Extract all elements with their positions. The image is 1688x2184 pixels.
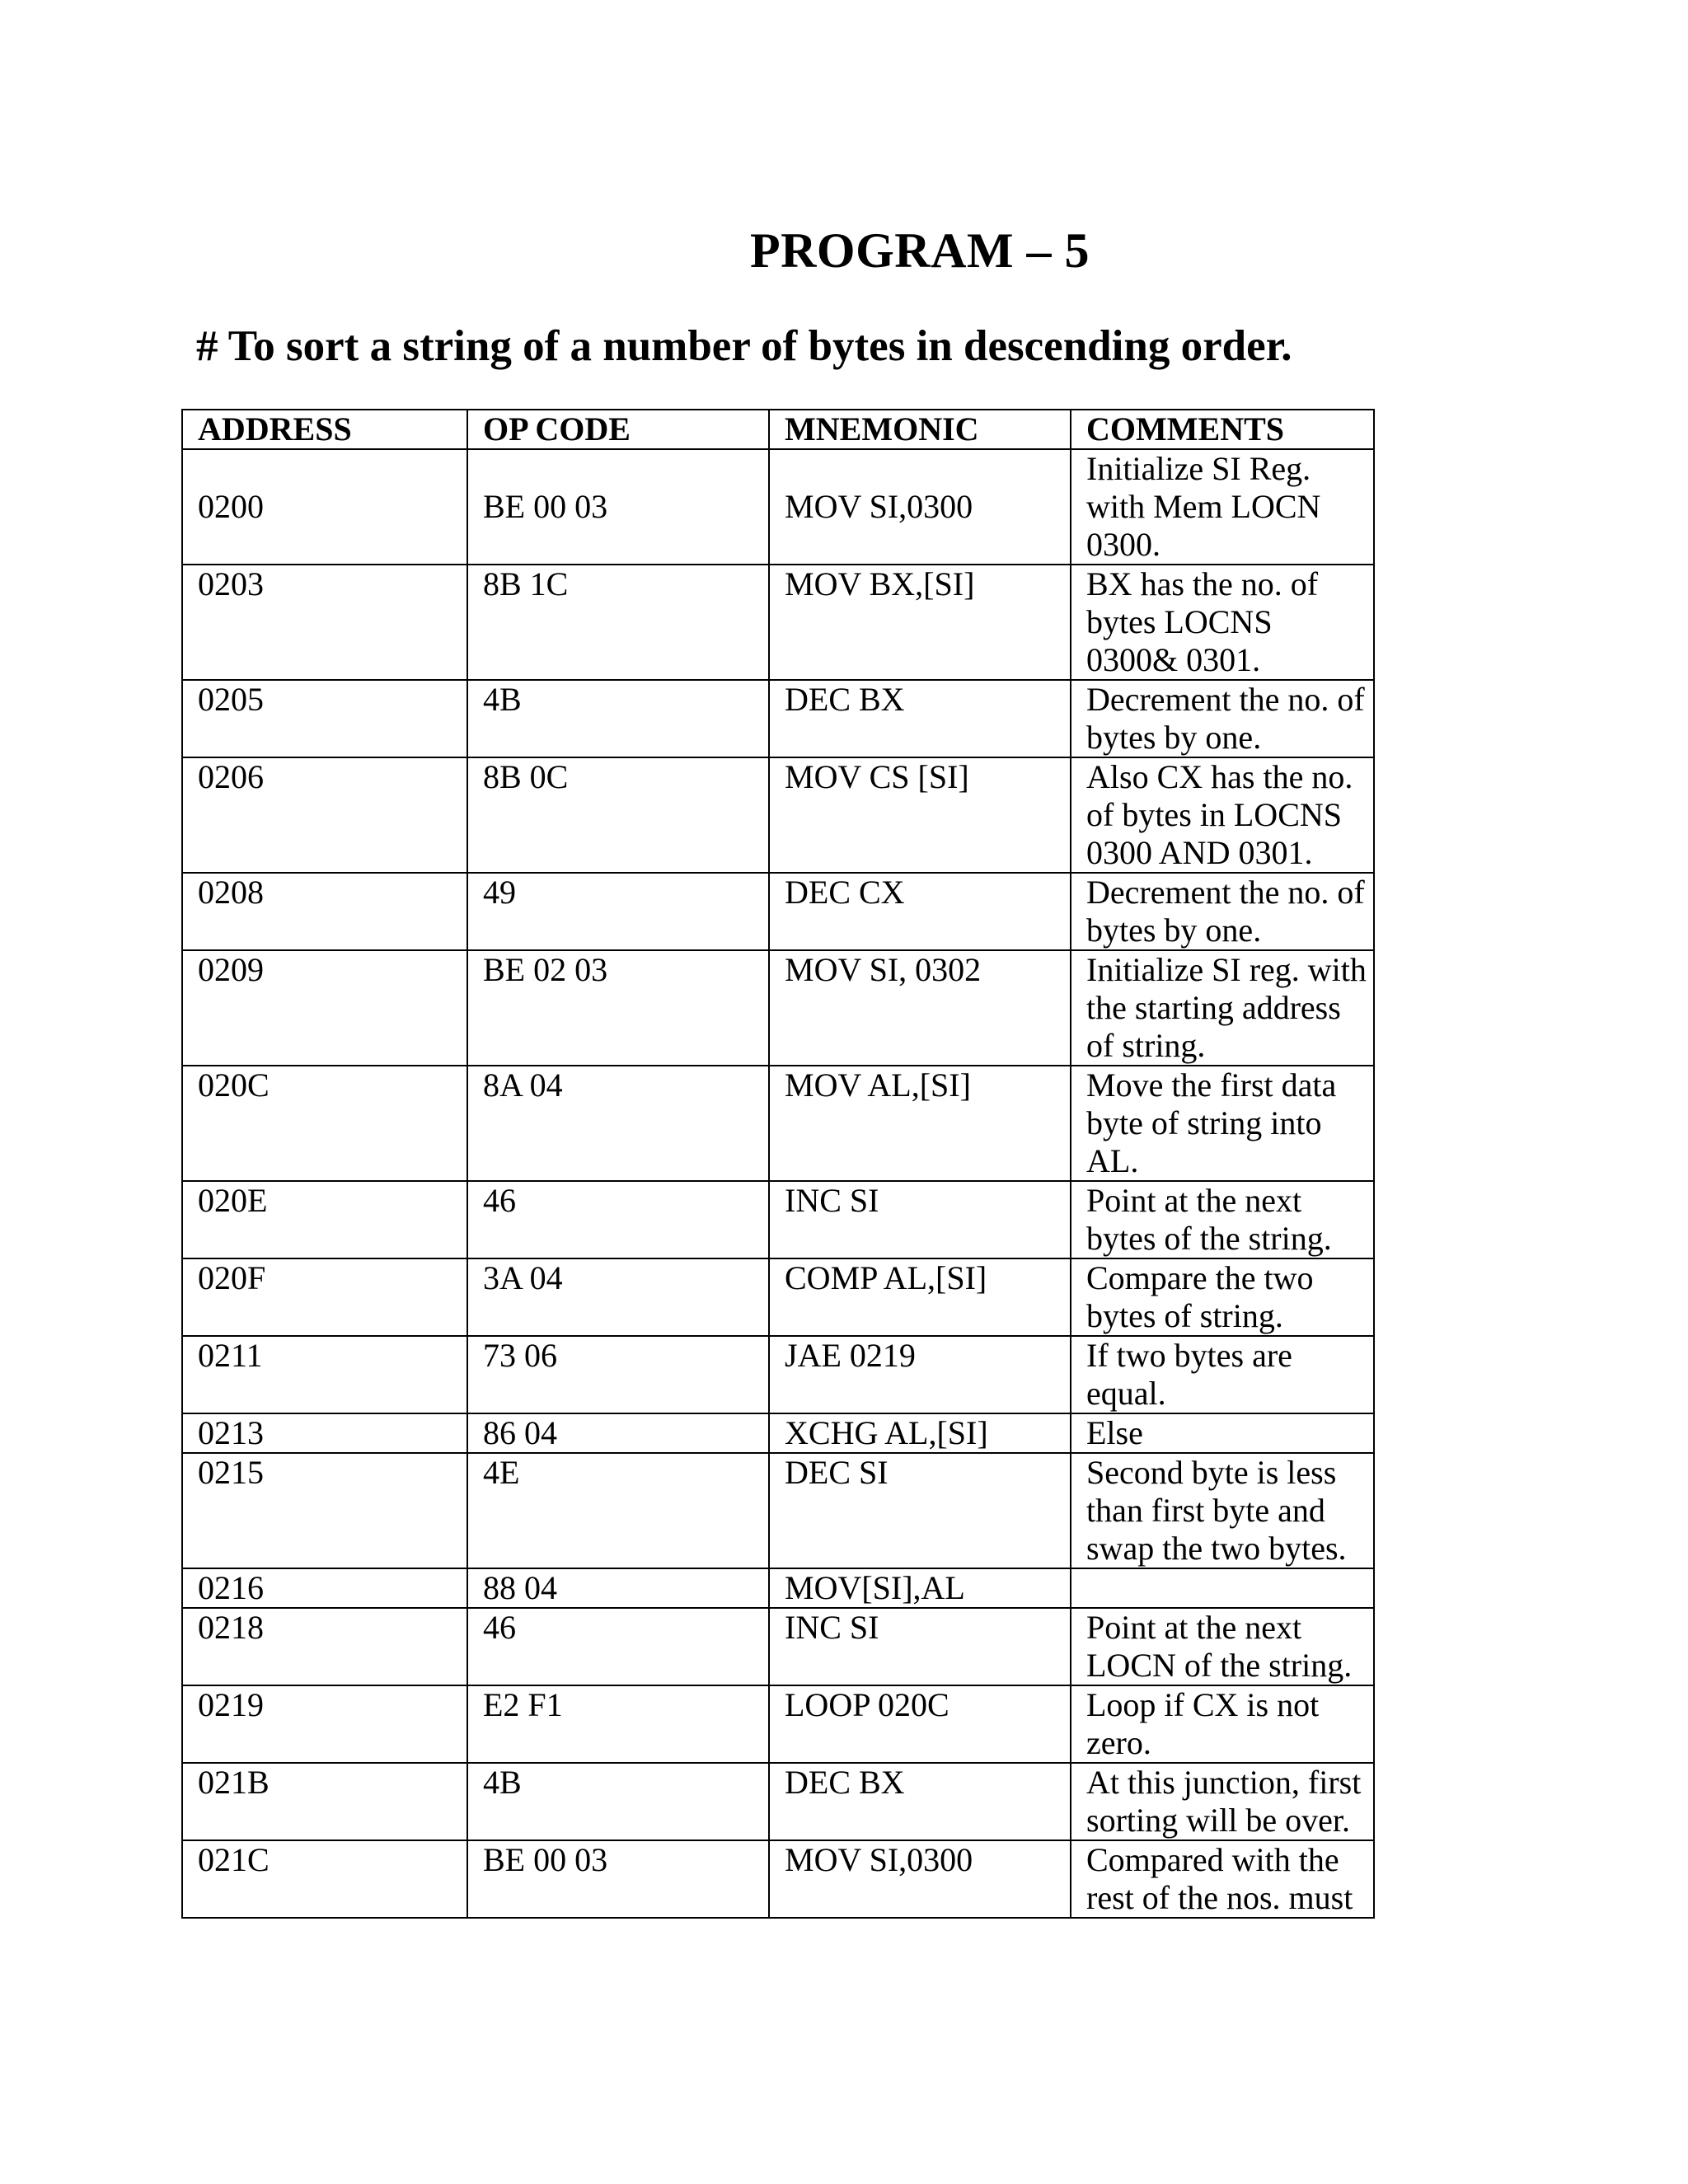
address-cell: 020F	[182, 1258, 467, 1336]
opcode-cell: 4B	[467, 1763, 769, 1840]
table-row	[182, 1763, 1374, 1840]
opcode-cell: 46	[467, 1608, 769, 1685]
column-header-opcode: OP CODE	[467, 410, 769, 449]
comment-cell: Initialize SI reg. with the starting address of string.	[1071, 950, 1374, 1066]
table-row	[182, 873, 1374, 950]
mnemonic-cell: JAE 0219	[769, 1336, 1071, 1413]
column-header-address: ADDRESS	[182, 410, 467, 449]
table-row	[182, 1685, 1374, 1763]
mnemonic-cell: COMP AL,[SI]	[769, 1258, 1071, 1336]
opcode-cell: BE 00 03	[467, 449, 769, 565]
opcode-cell: BE 02 03	[467, 950, 769, 1066]
address-cell: 0218	[182, 1608, 467, 1685]
comment-cell: If two bytes are equal.	[1071, 1336, 1374, 1413]
address-cell: 020C	[182, 1066, 467, 1181]
address-cell: 0206	[182, 757, 467, 873]
mnemonic-cell: XCHG AL,[SI]	[769, 1413, 1071, 1453]
mnemonic-cell: MOV[SI],AL	[769, 1568, 1071, 1608]
opcode-cell: 46	[467, 1181, 769, 1258]
mnemonic-cell: DEC SI	[769, 1453, 1071, 1568]
address-cell: 0205	[182, 680, 467, 757]
address-cell: 0209	[182, 950, 467, 1066]
opcode-cell: 8B 0C	[467, 757, 769, 873]
table-row	[182, 1258, 1374, 1336]
mnemonic-cell: MOV SI, 0302	[769, 950, 1071, 1066]
mnemonic-cell: MOV CS [SI]	[769, 757, 1071, 873]
opcode-cell: 3A 04	[467, 1258, 769, 1336]
mnemonic-cell: MOV SI,0300	[769, 1840, 1071, 1918]
table-row	[182, 1568, 1374, 1608]
table-row	[182, 565, 1374, 680]
comment-cell: Initialize SI Reg. with Mem LOCN 0300.	[1071, 449, 1374, 565]
column-header-mnemonic: MNEMONIC	[769, 410, 1071, 449]
comment-cell: Point at the next LOCN of the string.	[1071, 1608, 1374, 1685]
address-cell: 0203	[182, 565, 467, 680]
table-row	[182, 1066, 1374, 1181]
opcode-cell: 88 04	[467, 1568, 769, 1608]
address-cell: 0208	[182, 873, 467, 950]
table-row	[182, 1453, 1374, 1568]
program-heading: # To sort a string of a number of bytes in descending order.	[196, 322, 1292, 370]
comment-cell: Decrement the no. of bytes by one.	[1071, 873, 1374, 950]
column-header-comments: COMMENTS	[1071, 410, 1374, 449]
table-row	[182, 680, 1374, 757]
mnemonic-cell: DEC CX	[769, 873, 1071, 950]
address-cell: 0216	[182, 1568, 467, 1608]
table-row	[182, 757, 1374, 873]
mnemonic-cell: MOV SI,0300	[769, 449, 1071, 565]
opcode-cell: 4B	[467, 680, 769, 757]
opcode-cell: 4E	[467, 1453, 769, 1568]
table-row	[182, 1181, 1374, 1258]
table-row	[182, 1840, 1374, 1918]
opcode-cell: BE 00 03	[467, 1840, 769, 1918]
address-cell: 0211	[182, 1336, 467, 1413]
address-cell: 0213	[182, 1413, 467, 1453]
opcode-cell: 86 04	[467, 1413, 769, 1453]
comment-cell: Compared with the rest of the nos. must	[1071, 1840, 1374, 1918]
opcode-cell: 73 06	[467, 1336, 769, 1413]
comment-cell: Move the first data byte of string into AL.	[1071, 1066, 1374, 1181]
address-cell: 021B	[182, 1763, 467, 1840]
program-title: PROGRAM – 5	[749, 223, 1090, 278]
mnemonic-cell: MOV BX,[SI]	[769, 565, 1071, 680]
address-cell: 020E	[182, 1181, 467, 1258]
address-cell: 0219	[182, 1685, 467, 1763]
table-header-row	[182, 410, 1374, 449]
table-row	[182, 449, 1374, 565]
table-row	[182, 1336, 1374, 1413]
opcode-cell: 8B 1C	[467, 565, 769, 680]
comment-cell: At this junction, first sorting will be over.	[1071, 1763, 1374, 1840]
mnemonic-cell: MOV AL,[SI]	[769, 1066, 1071, 1181]
table-row	[182, 1413, 1374, 1453]
mnemonic-cell: DEC BX	[769, 1763, 1071, 1840]
assembly-table	[181, 409, 1375, 1919]
mnemonic-cell: DEC BX	[769, 680, 1071, 757]
comment-cell: Point at the next bytes of the string.	[1071, 1181, 1374, 1258]
comment-cell: BX has the no. of bytes LOCNS 0300& 0301.	[1071, 565, 1374, 680]
comment-cell	[1071, 1568, 1374, 1608]
comment-cell: Second byte is less than first byte and swap the two bytes.	[1071, 1453, 1374, 1568]
address-cell: 0215	[182, 1453, 467, 1568]
table-row	[182, 950, 1374, 1066]
opcode-cell: 8A 04	[467, 1066, 769, 1181]
mnemonic-cell: LOOP 020C	[769, 1685, 1071, 1763]
address-cell: 021C	[182, 1840, 467, 1918]
address-cell: 0200	[182, 449, 467, 565]
opcode-cell: 49	[467, 873, 769, 950]
comment-cell: Compare the two bytes of string.	[1071, 1258, 1374, 1336]
opcode-cell: E2 F1	[467, 1685, 769, 1763]
comment-cell: Also CX has the no. of bytes in LOCNS 0300 AND 0301.	[1071, 757, 1374, 873]
comment-cell: Decrement the no. of bytes by one.	[1071, 680, 1374, 757]
comment-cell: Loop if CX is not zero.	[1071, 1685, 1374, 1763]
table-row	[182, 1608, 1374, 1685]
mnemonic-cell: INC SI	[769, 1608, 1071, 1685]
comment-cell: Else	[1071, 1413, 1374, 1453]
mnemonic-cell: INC SI	[769, 1181, 1071, 1258]
